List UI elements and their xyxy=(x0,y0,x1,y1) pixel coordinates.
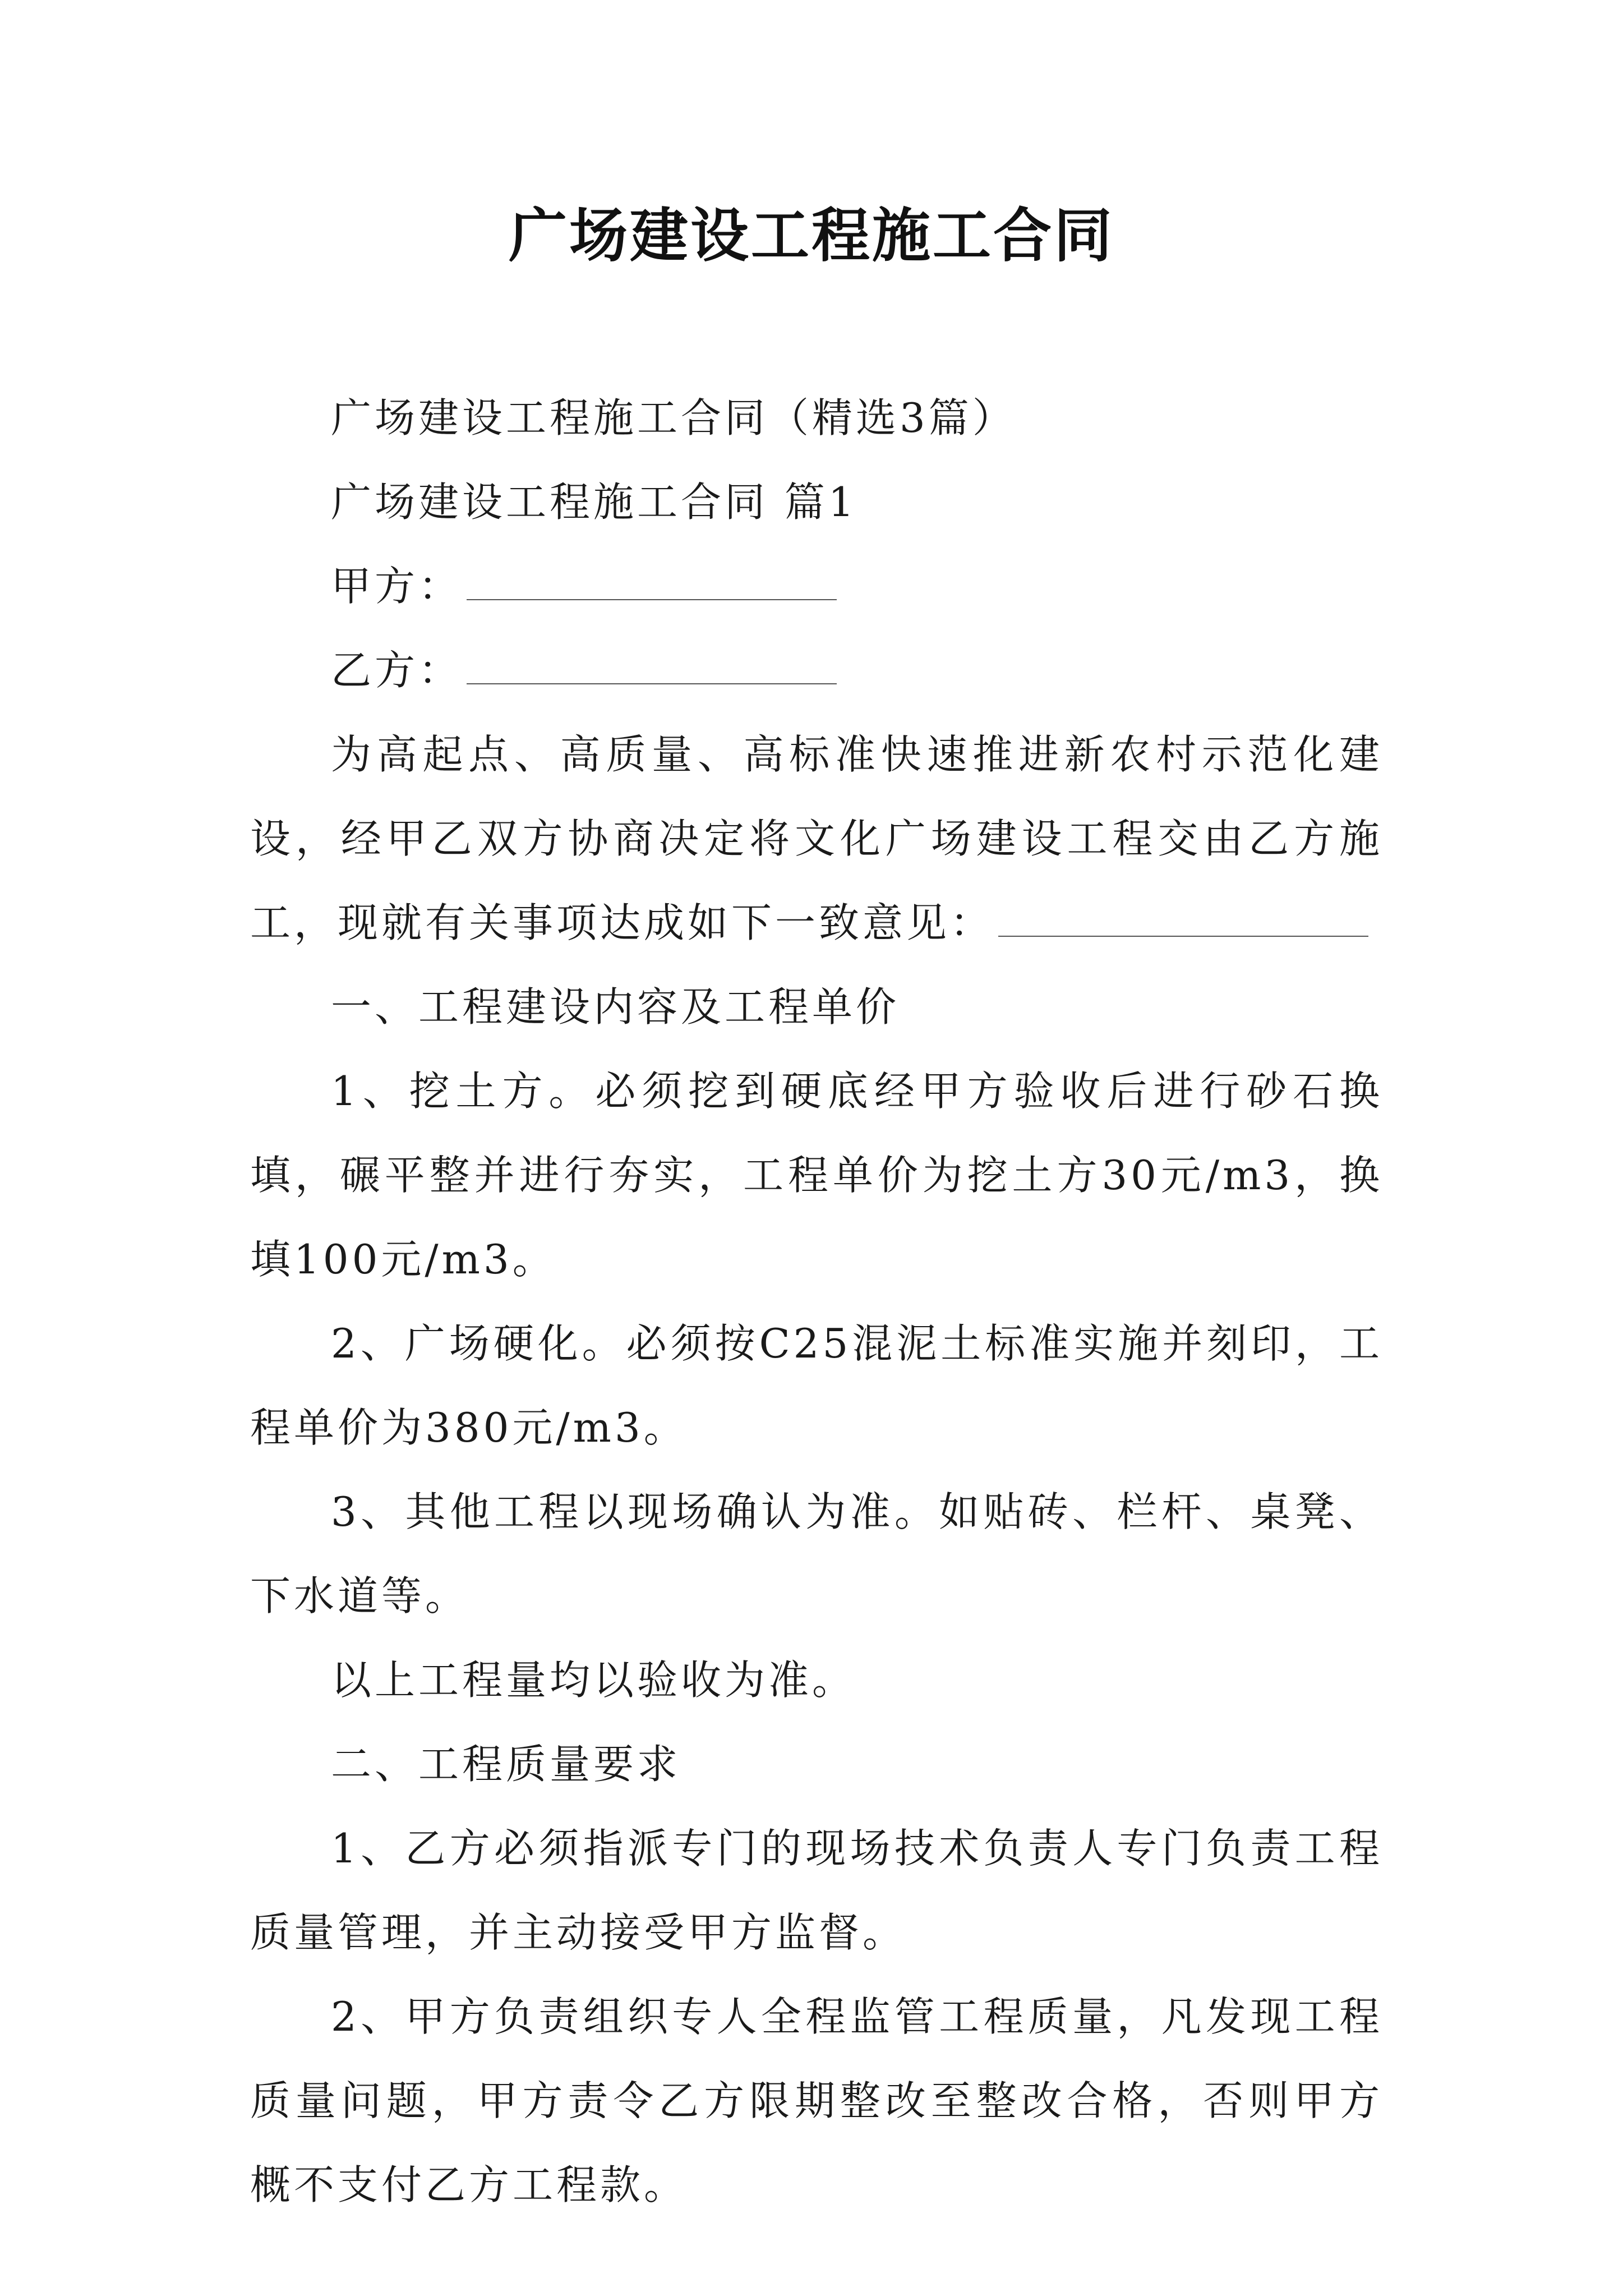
item-1-1: 1、挖土方。必须挖到硬底经甲方验收后进行砂石换填，碾平整并进行夯实，工程单价为挖土方30元/m3，换填100元/m3。 xyxy=(250,1068,1383,1283)
party-a-blank xyxy=(467,593,837,600)
section-2-heading: 二、工程质量要求 xyxy=(331,1741,681,1788)
party-b-label: 乙方： xyxy=(331,647,463,694)
party-b-line xyxy=(250,628,1383,712)
chapter-heading: 广场建设工程施工合同 篇1 xyxy=(331,478,857,526)
item-2-2: 2、甲方负责组织专人全程监管工程质量，凡发现工程质量问题，甲方责令乙方限期整改至整改合格，否则甲方概不支付乙方工程款。 xyxy=(250,1993,1383,2208)
intro-paragraph xyxy=(250,712,1383,965)
party-a-line xyxy=(250,544,1383,628)
subtitle-paragraph: 广场建设工程施工合同（精选3篇） xyxy=(331,394,1016,441)
document-body xyxy=(250,376,1383,2227)
item-1-2: 2、广场硬化。必须按C25混泥土标准实施并刻印，工程单价为380元/m3。 xyxy=(250,1320,1383,1451)
party-b-blank xyxy=(467,678,837,684)
section-1-heading: 一、工程建设内容及工程单价 xyxy=(331,983,900,1030)
intro-text: 为高起点、高质量、高标准快速推进新农村示范化建设，经甲乙双方协商决定将文化广场建设工程交由乙方施工，现就有关事项达成如下一致意见： xyxy=(250,731,1383,946)
document-title: 广场建设工程施工合同 xyxy=(508,201,1114,270)
party-a-label: 甲方： xyxy=(331,563,463,610)
item-1-3: 3、其他工程以现场确认为准。如贴砖、栏杆、桌凳、下水道等。 xyxy=(250,1488,1383,1619)
acceptance-note: 以上工程量均以验收为准。 xyxy=(331,1657,856,1704)
intro-blank xyxy=(998,930,1368,937)
item-2-1: 1、乙方必须指派专门的现场技术负责人专门负责工程质量管理，并主动接受甲方监督。 xyxy=(250,1825,1383,1956)
